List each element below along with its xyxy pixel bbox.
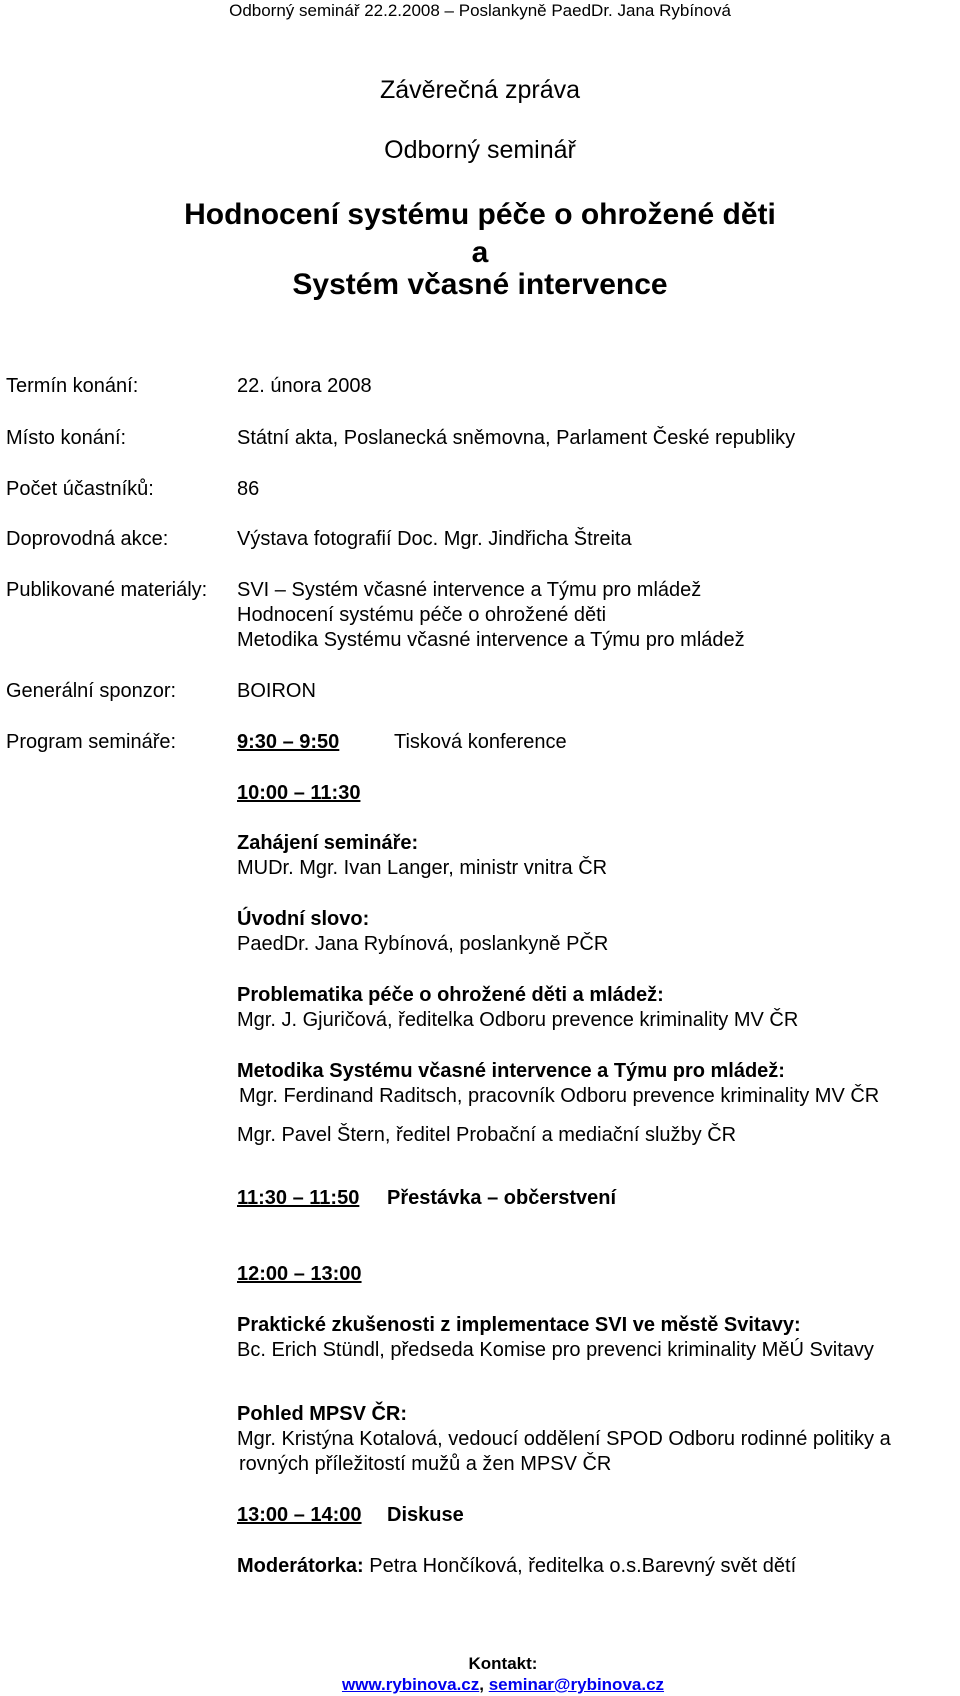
problem-heading: Problematika péče o ohrožené děti a mládež: [237,984,664,1006]
slot2-time: 10:00 – 11:30 [237,782,361,804]
mpsv-speaker-line2: rovných příležitostí mužů a žen MPSV ČR [239,1453,612,1475]
email-link[interactable]: seminar@rybinova.cz [488,1675,665,1694]
participants-value: 86 [237,478,260,500]
date-value: 22. února 2008 [237,375,372,397]
method-speaker-2: Mgr. Pavel Štern, ředitel Probační a mediační služby ČR [237,1124,737,1146]
practice-heading: Praktické zkušenosti z implementace SVI ve městě Svitavy: [237,1314,801,1336]
break-time: 11:30 – 11:50 [237,1187,360,1209]
problem-speaker: Mgr. J. Gjuričová, ředitelka Odboru prevence kriminality MV ČR [237,1009,799,1031]
event-label: Doprovodná akce: [6,528,169,550]
mpsv-speaker-line1: Mgr. Kristýna Kotalová, vedoucí oddělení SPOD Odboru rodinné politiky a [237,1428,891,1450]
intro-speaker: PaedDr. Jana Rybínová, poslankyně PČR [237,933,609,955]
opening-speaker: MUDr. Mgr. Ivan Langer, ministr vnitra ČR [237,857,608,879]
moderator-value: Petra Hončíková, ředitelka o.s.Barevný svět dětí [369,1555,797,1577]
material-item: Hodnocení systému péče o ohrožené děti [237,604,607,626]
moderator-label: Moderátorka: [237,1555,364,1577]
place-value: Státní akta, Poslanecká sněmovna, Parlament České republiky [237,427,796,449]
discussion-time: 13:00 – 14:00 [237,1504,362,1526]
place-label: Místo konání: [6,427,127,449]
website-link[interactable]: www.rybinova.cz [341,1675,480,1694]
discussion-title: Diskuse [387,1504,464,1526]
materials-label: Publikované materiály: [6,579,208,601]
footer-contact-links [0,1676,960,1693]
date-label: Termín konání: [6,375,139,397]
opening-heading: Zahájení semináře: [237,832,419,854]
slot3-time: 12:00 – 13:00 [237,1263,362,1285]
seminar-subtitle: Odborný seminář [384,136,576,164]
break-title: Přestávka – občerstvení [387,1187,617,1209]
main-title-and: a [471,236,489,269]
program-label: Program semináře: [6,731,177,753]
slot1-title: Tisková konference [394,731,567,753]
method-speaker-1: Mgr. Ferdinand Raditsch, pracovník Odboru prevence kriminality MV ČR [239,1085,880,1107]
running-header: Odborný seminář 22.2.2008 – Poslankyně PaedDr. Jana Rybínová [229,1,731,20]
footer-contact-label: Kontakt: [468,1654,538,1673]
slot1-time: 9:30 – 9:50 [237,731,340,753]
material-item: Metodika Systému včasné intervence a Týmu pro mládež [237,629,745,651]
event-value: Výstava fotografií Doc. Mgr. Jindřicha Štreita [237,528,632,550]
material-item: SVI – Systém včasné intervence a Týmu pro mládež [237,579,702,601]
footer-separator: , [479,1675,484,1694]
intro-heading: Úvodní slovo: [237,908,370,930]
practice-speaker: Bc. Erich Stündl, předseda Komise pro prevenci kriminality MěÚ Svitavy [237,1339,874,1361]
mpsv-heading: Pohled MPSV ČR: [237,1403,408,1425]
method-heading: Metodika Systému včasné intervence a Týmu pro mládež: [237,1060,785,1082]
sponsor-label: Generální sponzor: [6,680,177,702]
report-title: Závěrečná zpráva [379,76,581,104]
main-title-line1: Hodnocení systému péče o ohrožené děti [184,198,776,231]
sponsor-value: BOIRON [237,680,316,702]
main-title-line2: Systém včasné intervence [292,268,668,301]
moderator-line [237,1556,796,1576]
participants-label: Počet účastníků: [6,478,154,500]
